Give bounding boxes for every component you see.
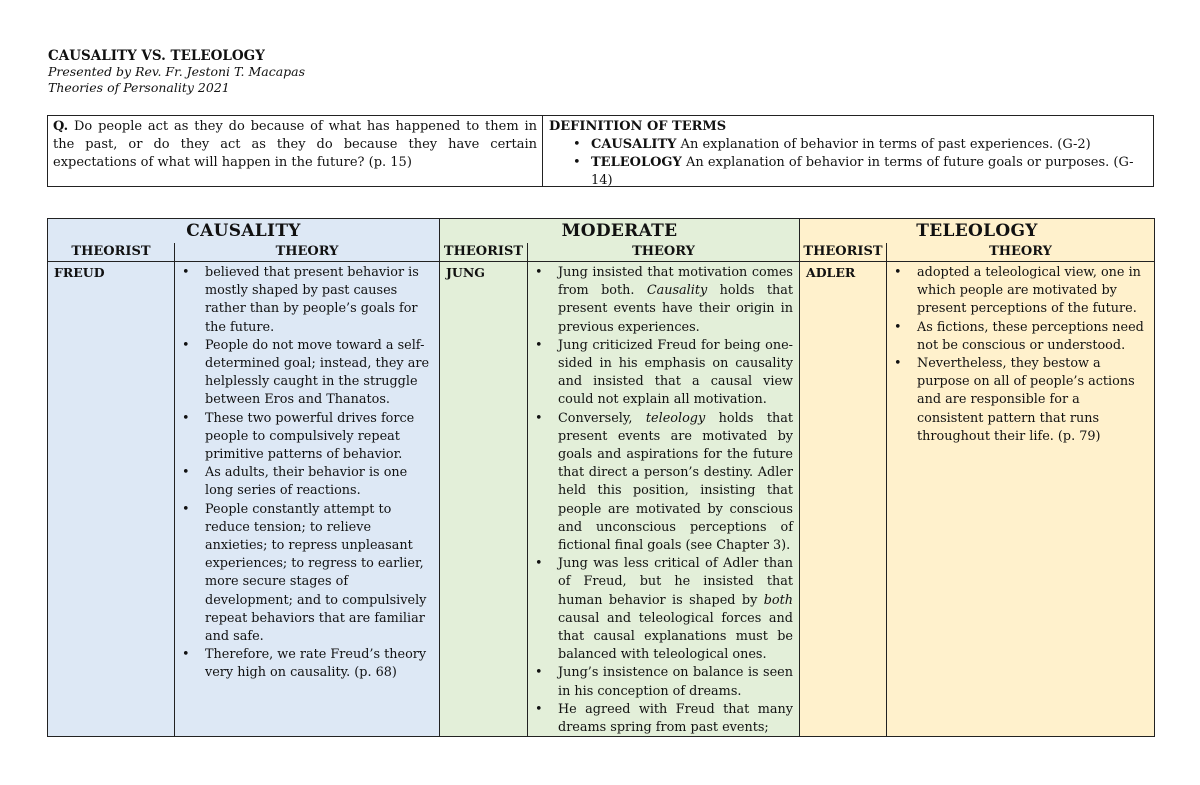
definition-text: An explanation of behavior in terms of future goals or purposes. (G-14) (591, 155, 1134, 188)
moderate-title: MODERATE (561, 221, 678, 241)
list-item: • He agreed with Freud that many dreams spring from past events; (558, 701, 793, 737)
theorist-header: THEORIST (48, 243, 175, 261)
list-item: • Jung was less critical of Adler than of Freud, but he insisted that human behavior is shaped by both causal and teleological forces and that causal explanations must be balanced with teleological ones. (558, 555, 793, 664)
list-item: • Therefore, we rate Freud’s theory very high on causality. (p. 68) (205, 646, 433, 682)
list-item: • People constantly attempt to reduce tension; to relieve anxieties; to repress unpleasant experiences; to regress to earlier, more secure stages of development; and to compulsively repeat behaviors that are familiar and safe. (205, 501, 433, 647)
list-item: • As adults, their behavior is one long series of reactions. (205, 464, 433, 500)
causality-column (48, 219, 440, 736)
definition-item (591, 154, 1147, 190)
moderate-subheader (440, 243, 799, 262)
question-text: Do people act as they do because of what has happened to them in the past, or do they act as they do because they have certain expectations of what will happen in the future? (p. 15) (53, 119, 537, 170)
list-item: • adopted a teleological view, one in which people are motivated by present perceptions of the future. (917, 264, 1148, 319)
theorist-name-jung: JUNG (440, 262, 528, 737)
theory-header: THEORY (275, 244, 339, 259)
theorist-name-adler: ADLER (800, 262, 887, 737)
moderate-theory-cell (528, 262, 799, 737)
moderate-column (440, 219, 800, 736)
list-item: • Jung criticized Freud for being one-sided in his emphasis on causality and insisted that a causal view could not explain all motivation. (558, 337, 793, 410)
presenter-line: Presented by Rev. Fr. Jestoni T. Macapas (48, 64, 306, 79)
teleology-body (800, 262, 1154, 737)
causality-body (48, 262, 439, 737)
list-item: • Jung’s insistence on balance is seen in his conception of dreams. (558, 664, 793, 700)
moderate-body (440, 262, 799, 737)
list-item: • Nevertheless, they bestow a purpose on all of people’s actions and are responsible for a consistent pattern that runs throughout their life. (p. 79) (917, 355, 1148, 446)
list-item: • Jung insisted that motivation comes from both. Causality holds that present events have their origin in previous experiences. (558, 264, 793, 337)
theory-header: THEORY (632, 244, 695, 259)
causality-subheader (48, 243, 439, 262)
moderate-points (528, 264, 793, 737)
theorist-header: THEORIST (800, 243, 887, 261)
document-header (48, 48, 305, 96)
definition-term: TELEOLOGY (591, 155, 682, 170)
list-item: • believed that present behavior is mostly shaped by past causes rather than by people’s goals for the future. (205, 264, 433, 337)
list-item: • People do not move toward a self-determined goal; instead, they are helplessly caught in the struggle between Eros and Thanatos. (205, 337, 433, 410)
theorist-name-freud: FREUD (48, 262, 175, 737)
teleology-theory-cell (887, 262, 1154, 737)
causality-theory-cell (175, 262, 439, 737)
question-label: Q. (53, 119, 69, 134)
teleology-title: TELEOLOGY (916, 221, 1038, 241)
teleology-points (887, 264, 1148, 446)
definition-item (591, 136, 1147, 154)
causality-points (175, 264, 433, 683)
question-definitions-box (47, 115, 1154, 187)
list-item: • Conversely, teleology holds that present events are motivated by goals and aspirations for the future that direct a person’s destiny. Adler held this position, insisting that people are motivated by conscious and unconscious perceptions of fictional final goals (see Chapter 3). (558, 410, 793, 556)
definitions-cell (543, 116, 1153, 186)
teleology-column (800, 219, 1154, 736)
theorist-header: THEORIST (440, 243, 528, 261)
list-item: • These two powerful drives force people to compulsively repeat primitive patterns of behavior. (205, 410, 433, 465)
list-item: • As fictions, these perceptions need not be conscious or understood. (917, 319, 1148, 355)
definition-text: An explanation of behavior in terms of past experiences. (G-2) (676, 137, 1091, 152)
definition-term: CAUSALITY (591, 137, 677, 152)
comparison-table (47, 218, 1155, 737)
definitions-heading: DEFINITION OF TERMS (549, 119, 727, 134)
theory-header: THEORY (989, 244, 1052, 259)
document-title: CAUSALITY VS. TELEOLOGY (48, 48, 265, 64)
question-cell (48, 116, 543, 186)
definitions-list (549, 136, 1147, 190)
teleology-subheader (800, 243, 1154, 262)
course-line: Theories of Personality 2021 (48, 80, 230, 95)
causality-title: CAUSALITY (186, 221, 301, 241)
